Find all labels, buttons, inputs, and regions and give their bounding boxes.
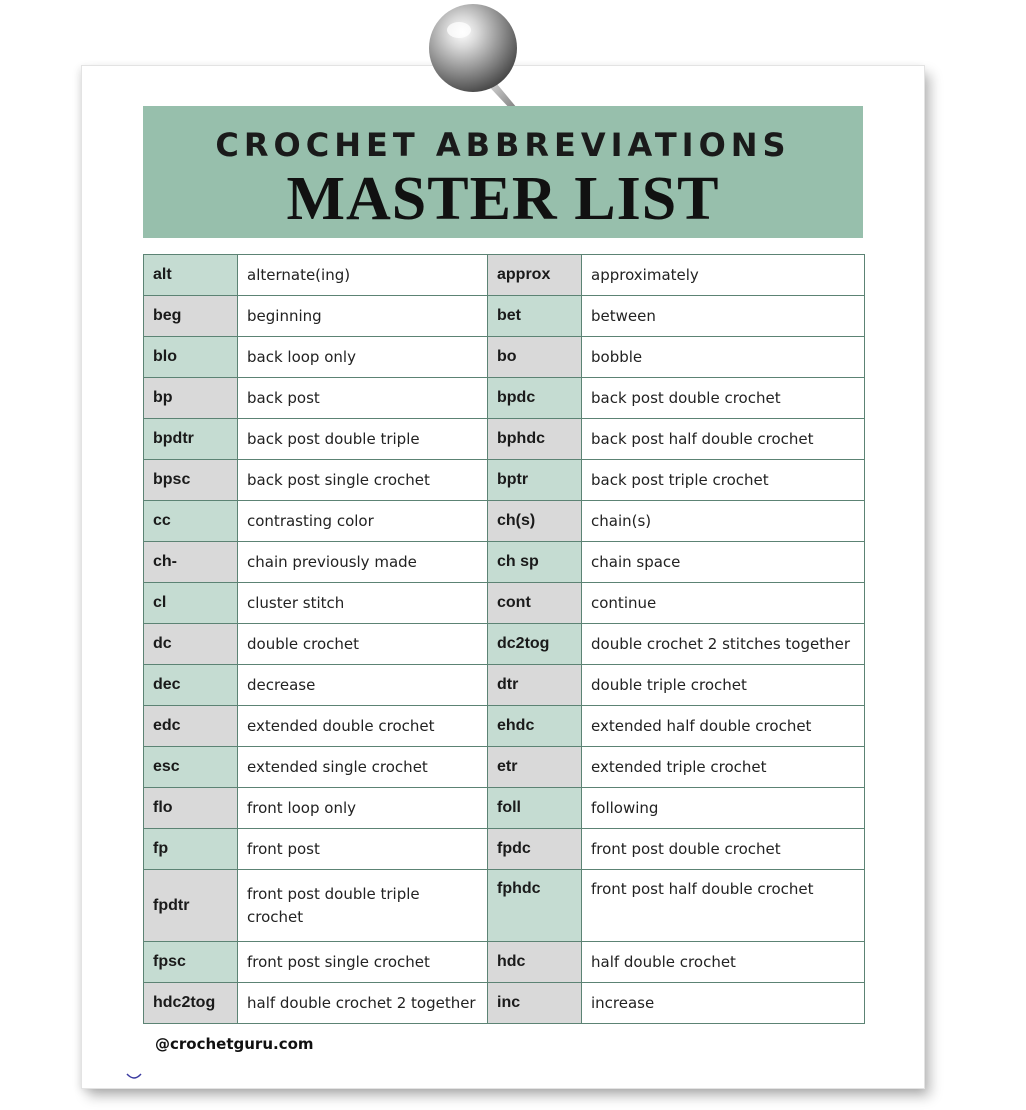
abbreviation-cell: bpdtr (144, 419, 238, 460)
definition-cell: decrease (238, 665, 488, 706)
abbreviation-cell: ehdc (488, 706, 582, 747)
abbreviation-cell: esc (144, 747, 238, 788)
abbreviation-cell: bphdc (488, 419, 582, 460)
table-row (144, 942, 865, 983)
abbreviation-cell: bo (488, 337, 582, 378)
title-line-2: MASTER LIST (286, 165, 720, 233)
definition-cell: cluster stitch (238, 583, 488, 624)
abbreviation-cell: fpdc (488, 829, 582, 870)
abbreviation-cell: dec (144, 665, 238, 706)
abbreviation-cell: hdc (488, 942, 582, 983)
abbreviation-cell: fpdtr (144, 870, 238, 942)
site-credit: @crochetguru.com (155, 1035, 314, 1053)
abbreviation-cell: dtr (488, 665, 582, 706)
abbreviation-cell: fpsc (144, 942, 238, 983)
table-row (144, 624, 865, 665)
table-row (144, 983, 865, 1024)
table-row (144, 460, 865, 501)
title-line-1: CROCHET ABBREVIATIONS (215, 126, 791, 164)
definition-cell: back post double crochet (582, 378, 865, 419)
definition-cell: front post half double crochet (582, 870, 865, 942)
abbreviation-cell: ch(s) (488, 501, 582, 542)
abbreviation-cell: approx (488, 255, 582, 296)
abbreviation-cell: cont (488, 583, 582, 624)
definition-cell: beginning (238, 296, 488, 337)
definition-cell: between (582, 296, 865, 337)
table-row (144, 337, 865, 378)
table-row (144, 706, 865, 747)
abbreviation-cell: cc (144, 501, 238, 542)
abbreviation-cell: flo (144, 788, 238, 829)
definition-cell: front post double triple crochet (238, 870, 488, 942)
table-row (144, 296, 865, 337)
definition-cell: extended double crochet (238, 706, 488, 747)
abbreviation-cell: bpsc (144, 460, 238, 501)
definition-cell: back post (238, 378, 488, 419)
table-row (144, 542, 865, 583)
definition-cell: chain space (582, 542, 865, 583)
definition-cell: approximately (582, 255, 865, 296)
abbreviation-cell: bptr (488, 460, 582, 501)
abbreviation-cell: foll (488, 788, 582, 829)
table-row (144, 788, 865, 829)
abbreviation-cell: dc2tog (488, 624, 582, 665)
definition-cell: continue (582, 583, 865, 624)
abbreviation-cell: beg (144, 296, 238, 337)
abbreviation-cell: bet (488, 296, 582, 337)
definition-cell: back post single crochet (238, 460, 488, 501)
push-pin-icon (425, 0, 525, 118)
table-row (144, 501, 865, 542)
abbreviation-cell: alt (144, 255, 238, 296)
table-row (144, 747, 865, 788)
abbreviation-cell: bpdc (488, 378, 582, 419)
definition-cell: extended single crochet (238, 747, 488, 788)
abbreviation-cell: fp (144, 829, 238, 870)
abbreviation-cell: blo (144, 337, 238, 378)
definition-cell: contrasting color (238, 501, 488, 542)
abbreviation-cell: fphdc (488, 870, 582, 942)
definition-cell: chain(s) (582, 501, 865, 542)
definition-cell: back loop only (238, 337, 488, 378)
abbreviations-table (143, 254, 865, 1024)
abbreviation-cell: cl (144, 583, 238, 624)
definition-cell: front post single crochet (238, 942, 488, 983)
table-row (144, 419, 865, 460)
definition-cell: back post double triple (238, 419, 488, 460)
definition-cell: front loop only (238, 788, 488, 829)
definition-cell: increase (582, 983, 865, 1024)
definition-cell: alternate(ing) (238, 255, 488, 296)
definition-cell: following (582, 788, 865, 829)
abbreviation-cell: inc (488, 983, 582, 1024)
abbreviation-cell: bp (144, 378, 238, 419)
table-row (144, 583, 865, 624)
definition-cell: half double crochet (582, 942, 865, 983)
table-row (144, 829, 865, 870)
definition-cell: chain previously made (238, 542, 488, 583)
definition-cell: bobble (582, 337, 865, 378)
abbreviation-cell: etr (488, 747, 582, 788)
definition-cell: back post triple crochet (582, 460, 865, 501)
table-row (144, 255, 865, 296)
definition-cell: double crochet 2 stitches together (582, 624, 865, 665)
table-row (144, 378, 865, 419)
definition-cell: double triple crochet (582, 665, 865, 706)
definition-cell: back post half double crochet (582, 419, 865, 460)
abbreviation-cell: hdc2tog (144, 983, 238, 1024)
definition-cell: front post double crochet (582, 829, 865, 870)
table-row (144, 870, 865, 942)
title-banner (143, 106, 863, 238)
abbreviation-cell: dc (144, 624, 238, 665)
definition-cell: half double crochet 2 together (238, 983, 488, 1024)
definition-cell: double crochet (238, 624, 488, 665)
abbreviation-cell: ch- (144, 542, 238, 583)
definition-cell: extended triple crochet (582, 747, 865, 788)
curl-mark-icon (124, 1070, 144, 1084)
abbreviation-cell: ch sp (488, 542, 582, 583)
definition-cell: front post (238, 829, 488, 870)
abbreviation-cell: edc (144, 706, 238, 747)
table-row (144, 665, 865, 706)
definition-cell: extended half double crochet (582, 706, 865, 747)
